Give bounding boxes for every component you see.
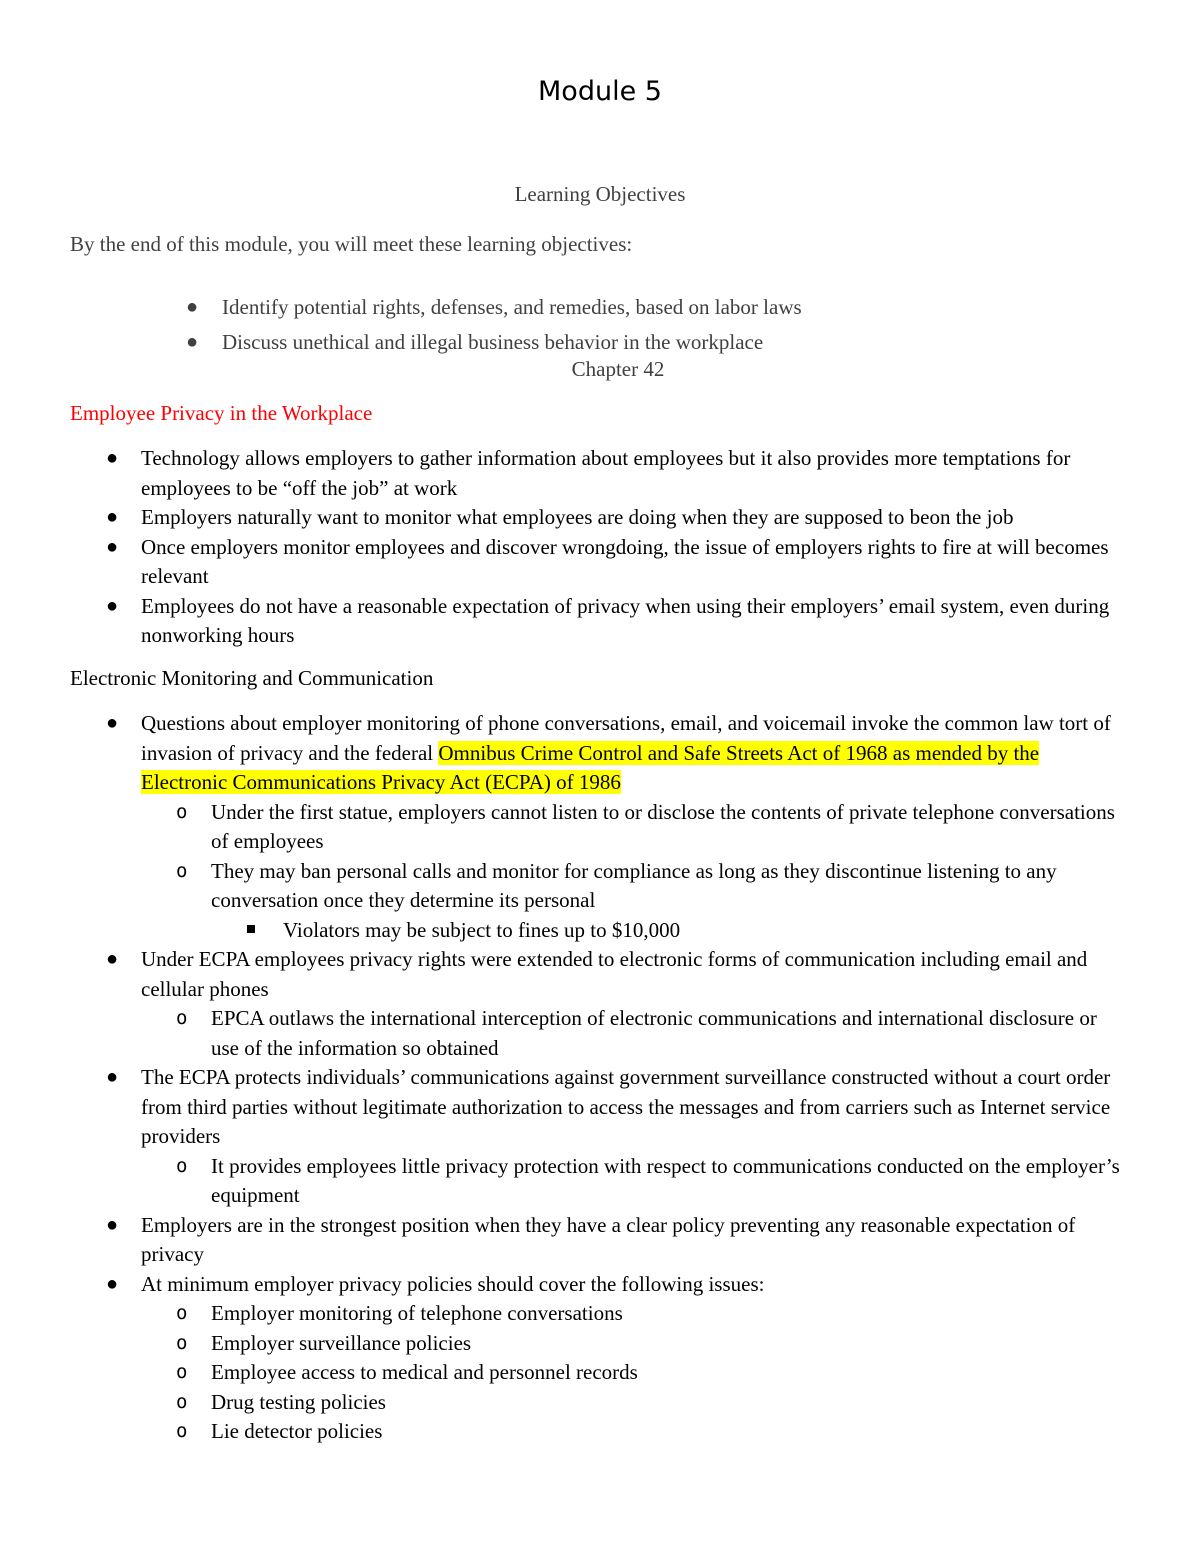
sub-list-item-text: It provides employees little privacy protection with respect to communications conducted on the employer’s equipment (211, 1153, 1120, 1207)
sub-sub-list-item (0, 916, 1200, 946)
sub-list-item (0, 1358, 1200, 1388)
bullet-icon: ● (106, 594, 119, 617)
list-item (0, 293, 1200, 328)
electronic-monitoring-list (0, 709, 1200, 1447)
section-heading-employee-privacy: Employee Privacy in the Workplace (70, 401, 373, 425)
objective-text: Identify potential rights, defenses, and remedies, based on labor laws (222, 295, 802, 319)
bullet-icon: ● (106, 1272, 119, 1295)
list-item-text: The ECPA protects individuals’ communications against government surveillance constructed without a court order from third parties without legitimate authorization to access the messages and from carriers such as Internet service providers (141, 1065, 1111, 1148)
sub-list-item (0, 1388, 1200, 1418)
bullet-icon: ● (106, 712, 119, 734)
list-item (0, 1211, 1200, 1270)
circle-bullet-icon: o (176, 800, 188, 823)
list-item (0, 503, 1200, 533)
sub-list-item (0, 1417, 1200, 1447)
bullet-icon: ● (106, 447, 119, 469)
list-item (0, 592, 1200, 651)
learning-objectives-heading: Learning Objectives (514, 182, 686, 206)
section-heading-electronic-monitoring: Electronic Monitoring and Communication (70, 666, 434, 690)
bullet-icon: ● (106, 948, 119, 970)
list-item-text: Employers naturally want to monitor what employees are doing when they are supposed to beon the job (141, 505, 1014, 529)
circle-bullet-icon: o (176, 1302, 188, 1324)
chapter-label: Chapter 42 (571, 357, 665, 381)
sub-list-item-text: EPCA outlaws the international interception of electronic communications and international disclosure or use of the information so obtained (211, 1006, 1097, 1060)
list-item-text: Employers are in the strongest position when they have a clear policy preventing any reasonable expectation of privacy (141, 1212, 1076, 1266)
list-item-text: Under ECPA employees privacy rights were extended to electronic forms of communication including email and cellular phones (141, 947, 1088, 1001)
sub-sub-list-item-text: Violators may be subject to fines up to $10,000 (283, 917, 681, 942)
circle-bullet-icon: o (176, 1154, 188, 1177)
page-title: Module 5 (538, 76, 662, 107)
circle-bullet-icon: o (176, 1420, 188, 1442)
sub-list-item-text: Employee access to medical and personnel records (211, 1360, 638, 1384)
sub-list-item-text: Lie detector policies (211, 1419, 383, 1443)
learning-objectives-list (0, 293, 1200, 363)
employee-privacy-list (0, 444, 1200, 651)
bullet-icon: ● (106, 506, 119, 528)
list-item-text: Employees do not have a reasonable expectation of privacy when using their employers’ email system, even during nonworking hours (141, 593, 1110, 647)
list-item (0, 533, 1200, 592)
sub-list-item (0, 857, 1200, 916)
list-item-text: Once employers monitor employees and discover wrongdoing, the issue of employers rights to fire at will becomes relevant (141, 534, 1109, 588)
bullet-icon: ● (106, 1066, 119, 1088)
bullet-icon: ● (186, 296, 199, 318)
sub-list-item-text: Under the first statue, employers cannot listen to or disclose the contents of private telephone conversations of employees (211, 799, 1115, 853)
list-item (0, 444, 1200, 503)
sub-list-item (0, 798, 1200, 857)
list-item (0, 709, 1200, 798)
circle-bullet-icon: o (176, 859, 188, 882)
sub-list-item (0, 1152, 1200, 1211)
sub-list-item-text: Drug testing policies (211, 1389, 386, 1414)
square-bullet-icon (247, 925, 255, 933)
list-item (0, 1063, 1200, 1152)
list-item (0, 1270, 1200, 1300)
list-item-text: Questions about employer monitoring of phone conversations, email, and voicemail invoke the common law tort of invasion of privacy and the federal (141, 711, 1111, 765)
learning-objectives-intro: By the end of this module, you will meet these learning objectives: (70, 232, 633, 256)
bullet-icon: ● (106, 1213, 119, 1236)
list-item (0, 945, 1200, 1004)
sub-list-item-text: Employer surveillance policies (211, 1330, 472, 1355)
sub-list-item-text: Employer monitoring of telephone conversations (211, 1301, 623, 1325)
sub-list-item (0, 1299, 1200, 1329)
circle-bullet-icon: o (176, 1007, 188, 1029)
sub-list-item (0, 1004, 1200, 1063)
circle-bullet-icon: o (176, 1331, 188, 1354)
circle-bullet-icon: o (176, 1390, 188, 1413)
bullet-icon: ● (186, 331, 199, 353)
highlighted-statute-text: Omnibus Crime Control and Safe Streets Act of 1968 as mended by the Electronic Communications Privacy Act (ECPA) of 1986 (141, 740, 1040, 794)
list-item-text: Technology allows employers to gather information about employees but it also provides more temptations for employees to be “off the job” at work (141, 446, 1071, 500)
bullet-icon: ● (106, 535, 119, 558)
list-item-text: At minimum employer privacy policies should cover the following issues: (141, 1271, 765, 1296)
circle-bullet-icon: o (176, 1361, 188, 1383)
sub-list-item-text: They may ban personal calls and monitor for compliance as long as they discontinue listening to any conversation once they determine its personal (211, 858, 1057, 912)
sub-list-item (0, 1329, 1200, 1359)
objective-text: Discuss unethical and illegal business behavior in the workplace (222, 330, 764, 354)
